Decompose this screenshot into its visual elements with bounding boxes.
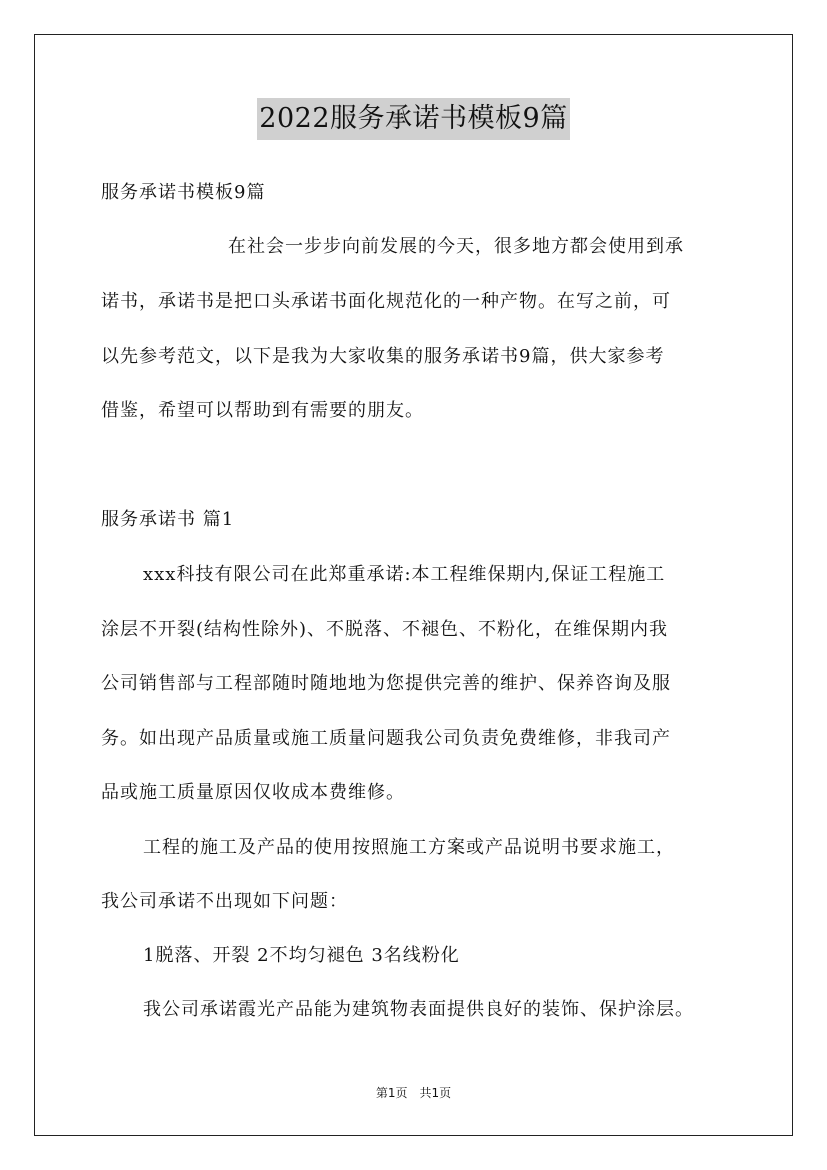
page-footer: 第1页 共1页 [375, 1086, 452, 1100]
intro-line: 诺书，承诺书是把口头承诺书面化规范化的一种产物。在写之前，可 [101, 291, 671, 312]
body-line: 我公司承诺不出现如下问题： [101, 891, 348, 912]
intro-line: 以先参考范文，以下是我为大家收集的服务承诺书9篇，供大家参考 [101, 346, 665, 367]
body-line: 涂层不开裂(结构性除外)、不脱落、不褪色、不粉化，在维保期内我 [101, 619, 669, 640]
intro-line: 在社会一步步向前发展的今天，很多地方都会使用到承 [228, 236, 684, 257]
intro-line: 借鉴，希望可以帮助到有需要的朋友。 [101, 400, 424, 421]
body-line: 工程的施工及产品的使用按照施工方案或产品说明书要求施工， [143, 837, 675, 858]
body-line: 公司销售部与工程部随时随地地为您提供完善的维护、保养咨询及服 [101, 673, 671, 694]
body-line: 品或施工质量原因仅收成本费维修。 [101, 782, 405, 803]
section-heading: 服务承诺书 篇1 [101, 509, 235, 530]
subtitle: 服务承诺书模板9篇 [101, 182, 266, 203]
document-title: 2022服务承诺书模板9篇 [257, 98, 569, 140]
body-line: xxx科技有限公司在此郑重承诺:本工程维保期内,保证工程施工 [143, 564, 666, 585]
body-line: 我公司承诺霞光产品能为建筑物表面提供良好的装饰、保护涂层。 [143, 999, 694, 1020]
body-line: 务。如出现产品质量或施工质量问题我公司负责免费维修，非我司产 [101, 728, 671, 749]
title-container [0, 98, 827, 140]
list-line: 1脱落、开裂 2不均匀褪色 3名线粉化 [143, 945, 460, 966]
